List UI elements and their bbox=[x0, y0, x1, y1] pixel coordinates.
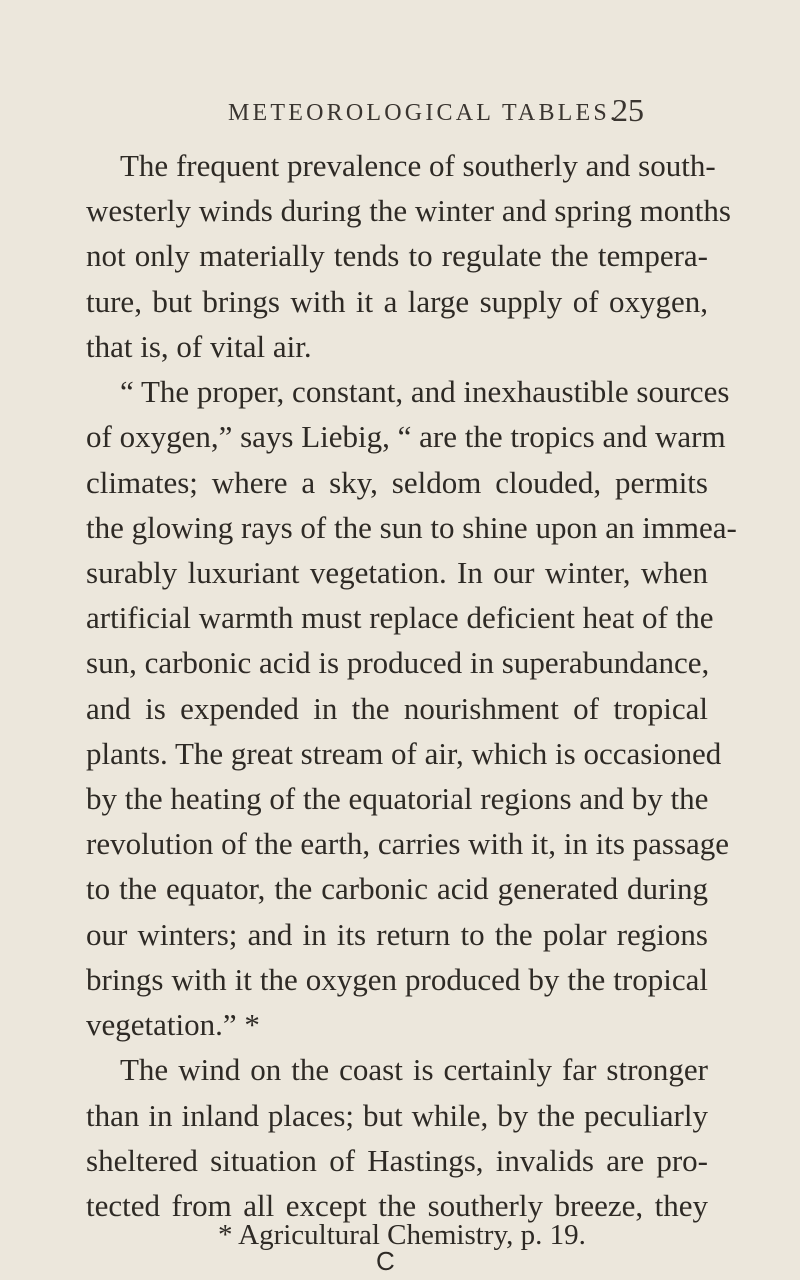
signature-mark: C bbox=[376, 1246, 395, 1276]
text-line: the glowing rays of the sun to shine upon an immea- bbox=[86, 509, 737, 545]
text-line: tected from all except the southerly breeze, they bbox=[86, 1188, 708, 1223]
text-line: and is expended in the nourishment of tropical bbox=[86, 690, 708, 726]
text-line: to the equator, the carbonic acid generated during bbox=[86, 871, 708, 907]
text-line: revolution of the earth, carries with it, in its passage bbox=[86, 826, 730, 862]
text-line: “ The proper, constant, and inexhaustible sources bbox=[120, 374, 730, 410]
text-line: climates; where a sky, seldom clouded, permits bbox=[86, 464, 708, 500]
page-number: 25 bbox=[612, 92, 644, 128]
text-line: The wind on the coast is certainly far stronger bbox=[120, 1052, 708, 1088]
text-line: ture, but brings with it a large supply of oxygen, bbox=[86, 283, 708, 319]
text-line: plants. The great stream of air, which is occasioned bbox=[86, 735, 722, 771]
text-line: The frequent prevalence of southerly and south- bbox=[120, 148, 716, 183]
text-line: sheltered situation of Hastings, invalids are pro- bbox=[86, 1142, 708, 1178]
text-line: vegetation.” * bbox=[86, 1007, 260, 1043]
footnote: * Agricultural Chemistry, p. 19. bbox=[218, 1219, 586, 1251]
page-header bbox=[0, 92, 800, 132]
text-line: of oxygen,” says Liebig, “ are the tropics and warm bbox=[86, 419, 726, 455]
text-line: westerly winds during the winter and spring months bbox=[86, 193, 731, 229]
text-line: surably luxuriant vegetation. In our winter, when bbox=[86, 554, 708, 590]
text-line: brings with it the oxygen produced by the tropical bbox=[86, 961, 708, 997]
text-line: than in inland places; but while, by the peculiarly bbox=[86, 1097, 708, 1133]
text-line: by the heating of the equatorial regions and by the bbox=[86, 781, 709, 817]
running-title: METEOROLOGICAL TABLES. bbox=[228, 100, 620, 126]
text-line: artificial warmth must replace deficient heat of the bbox=[86, 600, 714, 636]
text-line: sun, carbonic acid is produced in superabundance, bbox=[86, 645, 710, 681]
text-line: that is, of vital air. bbox=[86, 328, 312, 364]
text-line: not only materially tends to regulate the tempera- bbox=[86, 238, 708, 274]
text-line: our winters; and in its return to the polar regions bbox=[86, 916, 708, 952]
